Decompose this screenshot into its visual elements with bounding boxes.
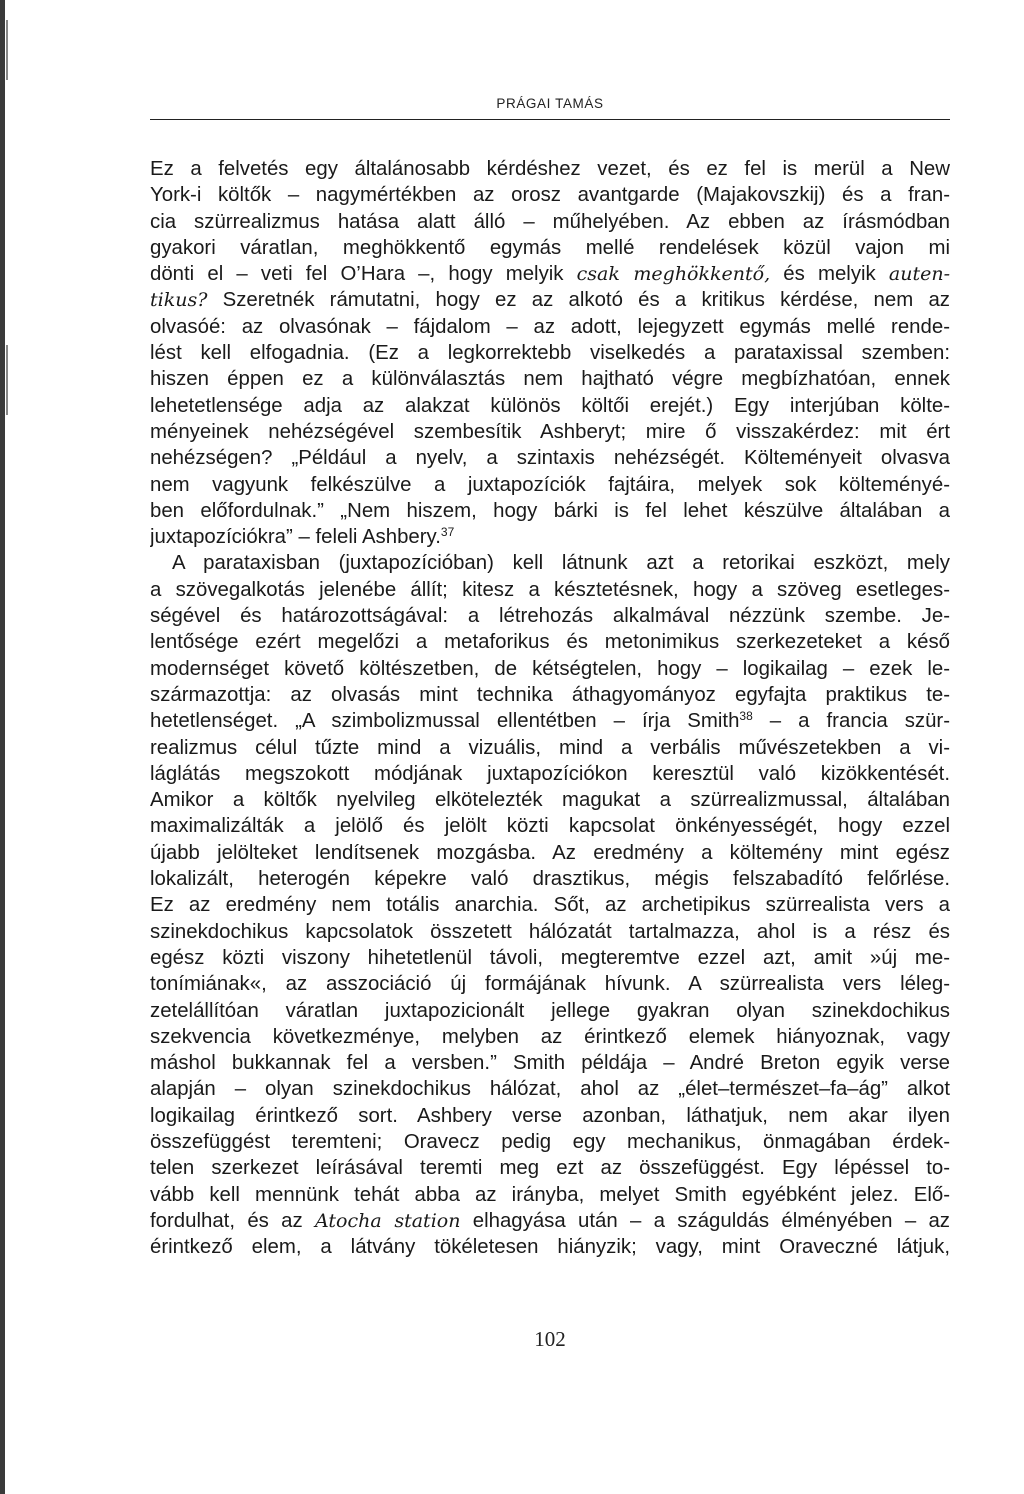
text-segment: hetetlenséget. „A szimbolizmussal ellentétben – írja Smith bbox=[150, 710, 740, 733]
text-segment: ben előfordulnak.” „Nem hiszem, hogy bárki is fel lehet készülve általában a bbox=[150, 499, 950, 522]
text-segment: tonímiának«, az asszociáció új formájának hívunk. A szürrealista vers léleg- bbox=[150, 973, 950, 996]
text-line bbox=[150, 1234, 950, 1260]
text-segment: telen szerkezet leírásával teremti meg ezt az összefüggést. Egy lépéssel to- bbox=[150, 1157, 950, 1180]
scan-mark-top bbox=[6, 20, 8, 80]
text-segment: egész közti viszony hihetetlenül távoli, megteremtve ezzel azt, amit »új me- bbox=[150, 946, 950, 969]
text-segment: szekvencia következménye, melyben az érintkező elemek hiányoznak, vagy bbox=[150, 1025, 950, 1048]
italic-text: auten- bbox=[888, 263, 950, 286]
text-line bbox=[150, 1024, 950, 1050]
text-line bbox=[150, 682, 950, 708]
text-line bbox=[150, 1076, 950, 1102]
text-segment: juxtapozíciókra” – feleli Ashbery. bbox=[150, 526, 441, 549]
text-segment: dönti el – veti fel O’Hara –, hogy melyik bbox=[150, 263, 577, 286]
text-line bbox=[150, 761, 950, 787]
text-line bbox=[150, 1182, 950, 1208]
text-line bbox=[150, 209, 950, 235]
text-line bbox=[150, 1050, 950, 1076]
text-segment: – a francia szür- bbox=[752, 710, 950, 733]
text-segment: alapján – olyan szinekdochikus hálózat, ahol az „élet–természet–fa–ág” alkot bbox=[150, 1078, 950, 1101]
text-line bbox=[150, 156, 950, 182]
text-segment: modernséget követő költészetben, de kétségtelen, hogy – logikailag – ezek le- bbox=[150, 657, 950, 680]
text-segment: A parataxisban (juxtapozícióban) kell látnunk azt a retorikai eszközt, mely bbox=[172, 552, 950, 575]
italic-text: csak meghökkentő, bbox=[576, 263, 771, 286]
text-segment: fordulhat, és az bbox=[150, 1209, 315, 1232]
text-segment: Szeretnék rámutatni, hogy ez az alkotó és a kritikus kérdése, nem az bbox=[207, 289, 950, 312]
text-line bbox=[150, 1155, 950, 1181]
text-line bbox=[150, 182, 950, 208]
text-line bbox=[150, 287, 950, 313]
text-segment: York-i költők – nagymértékben az orosz avantgarde (Majakovszkij) és a fran- bbox=[150, 184, 950, 207]
text-line bbox=[150, 577, 950, 603]
text-segment: realizmus célul tűzte mind a vizuális, mind a verbális művészetekben a vi- bbox=[150, 736, 950, 759]
text-line bbox=[150, 708, 950, 734]
running-head-rule bbox=[150, 119, 950, 120]
text-line bbox=[150, 735, 950, 761]
text-segment: származottja: az olvasás mint technika áthagyományoz egyfajta praktikus te- bbox=[150, 683, 950, 706]
text-segment: ményeinek nehézségével szembesítik Ashberyt; mire ő visszakérdez: mit ért bbox=[150, 420, 950, 443]
text-line bbox=[150, 919, 950, 945]
text-segment: vább kell mennünk tehát abba az irányba, melyet Smith egyébként jelez. Elő- bbox=[150, 1183, 950, 1206]
text-line bbox=[150, 366, 950, 392]
text-segment: gyakori váratlan, meghökkentő egymás mellé rendelések közül vajon mi bbox=[150, 236, 950, 259]
text-segment: lentősége ezért megelőzi a metaforikus és metonimikus szerkezeteket a késő bbox=[150, 631, 950, 654]
text-segment: Ez a felvetés egy általánosabb kérdéshez vezet, és ez fel is merül a New bbox=[150, 158, 950, 180]
text-line bbox=[150, 340, 950, 366]
footnote-ref: 38 bbox=[739, 709, 753, 724]
scan-mark-middle bbox=[6, 345, 8, 415]
text-segment: ségével és határozottságával: a létrehozás alkalmával nézzünk szembe. Je- bbox=[150, 605, 950, 628]
text-segment: és melyik bbox=[770, 263, 889, 286]
text-segment: Ez az eredmény nem totális anarchia. Sőt, az archetipikus szürrealista vers a bbox=[150, 894, 950, 917]
text-line bbox=[150, 813, 950, 839]
text-line bbox=[150, 472, 950, 498]
text-line bbox=[150, 498, 950, 524]
body-text bbox=[150, 156, 950, 1260]
footnote-ref: 37 bbox=[440, 525, 455, 540]
text-line bbox=[150, 314, 950, 340]
text-segment: Amikor a költők nyelvileg elkötelezték magukat a szürrealizmussal, általában bbox=[150, 789, 950, 812]
text-line bbox=[150, 1208, 950, 1234]
text-segment: lokalizált, heterogén képekre való drasztikus, mégis felszabadító felőrlése. bbox=[150, 868, 950, 891]
text-line bbox=[150, 998, 950, 1024]
text-segment: logikailag érintkező sort. Ashbery verse azonban, láthatjuk, nem akar ilyen bbox=[150, 1104, 950, 1127]
text-segment: összefüggést teremteni; Oravecz pedig egy mechanikus, önmagában érdek- bbox=[150, 1130, 950, 1153]
text-segment: láglátás megszokott módjának juxtapozíciókon keresztül való kizökkentését. bbox=[150, 762, 950, 785]
text-segment: lehetetlensége adja az alakzat különös költői erejét.) Egy interjúban költe- bbox=[150, 394, 950, 417]
text-line bbox=[150, 840, 950, 866]
text-line bbox=[150, 1129, 950, 1155]
text-line bbox=[150, 945, 950, 971]
text-line bbox=[150, 971, 950, 997]
text-line bbox=[150, 235, 950, 261]
text-segment: hiszen éppen ez a különválasztás nem hajtható végre megbízhatóan, ennek bbox=[150, 368, 950, 391]
italic-text: Atocha station bbox=[315, 1209, 461, 1232]
text-segment: nehézségen? „Például a nyelv, a szintaxis nehézségét. Költeményeit olvasva bbox=[150, 447, 950, 470]
text-segment: olvasóé: az olvasónak – fájdalom – az adott, lejegyzett egymás mellé rende- bbox=[150, 315, 950, 338]
text-line bbox=[150, 393, 950, 419]
text-line bbox=[150, 419, 950, 445]
text-segment: cia szürrealizmus hatása alatt álló – műhelyében. Az ebben az írásmódban bbox=[150, 210, 950, 233]
text-segment: újabb jelölteket lendítsenek mozgásba. Az eredmény a költemény mint egész bbox=[150, 841, 950, 864]
text-line bbox=[150, 787, 950, 813]
text-segment: máshol bukkannak fel a versben.” Smith példája – André Breton egyik verse bbox=[150, 1052, 950, 1075]
text-line bbox=[150, 524, 950, 550]
scan-left-edge bbox=[0, 0, 5, 1494]
running-head: PRÁGAI TAMÁS bbox=[496, 96, 604, 111]
text-line bbox=[150, 629, 950, 655]
text-line bbox=[150, 1103, 950, 1129]
page-number: 102 bbox=[534, 1327, 566, 1351]
text-segment: lést kell elfogadnia. (Ez a legkorrektebb viselkedés a parataxissal szemben: bbox=[150, 342, 950, 365]
text-line bbox=[150, 656, 950, 682]
text-line bbox=[150, 550, 950, 576]
text-segment: a szövegalkotás jelenébe állít; kitesz a késztetésnek, hogy a szöveg esetleges- bbox=[150, 578, 950, 601]
text-line bbox=[150, 603, 950, 629]
text-line bbox=[150, 261, 950, 287]
text-line bbox=[150, 892, 950, 918]
text-segment: elhagyása után – a száguldás élményében – az bbox=[460, 1209, 950, 1232]
text-segment: zetelállítóan váratlan juxtapozicionált jellege gyakran olyan szinekdochikus bbox=[150, 999, 950, 1022]
text-line bbox=[150, 866, 950, 892]
text-segment: maximalizálták a jelölő és jelölt közti kapcsolat önkényességét, hogy ezzel bbox=[150, 815, 950, 838]
text-segment: szinekdochikus kapcsolatok összetett hálózatát tartalmazza, ahol is a rész és bbox=[150, 920, 950, 943]
text-segment: nem vagyunk felkészülve a juxtapozíciók fajtáira, melyek sok költeményé- bbox=[150, 473, 950, 496]
text-line bbox=[150, 445, 950, 471]
italic-text: tikus? bbox=[150, 289, 208, 312]
text-segment: érintkező elem, a látvány tökéletesen hiányzik; vagy, mint Oraveczné látjuk, bbox=[150, 1236, 950, 1259]
